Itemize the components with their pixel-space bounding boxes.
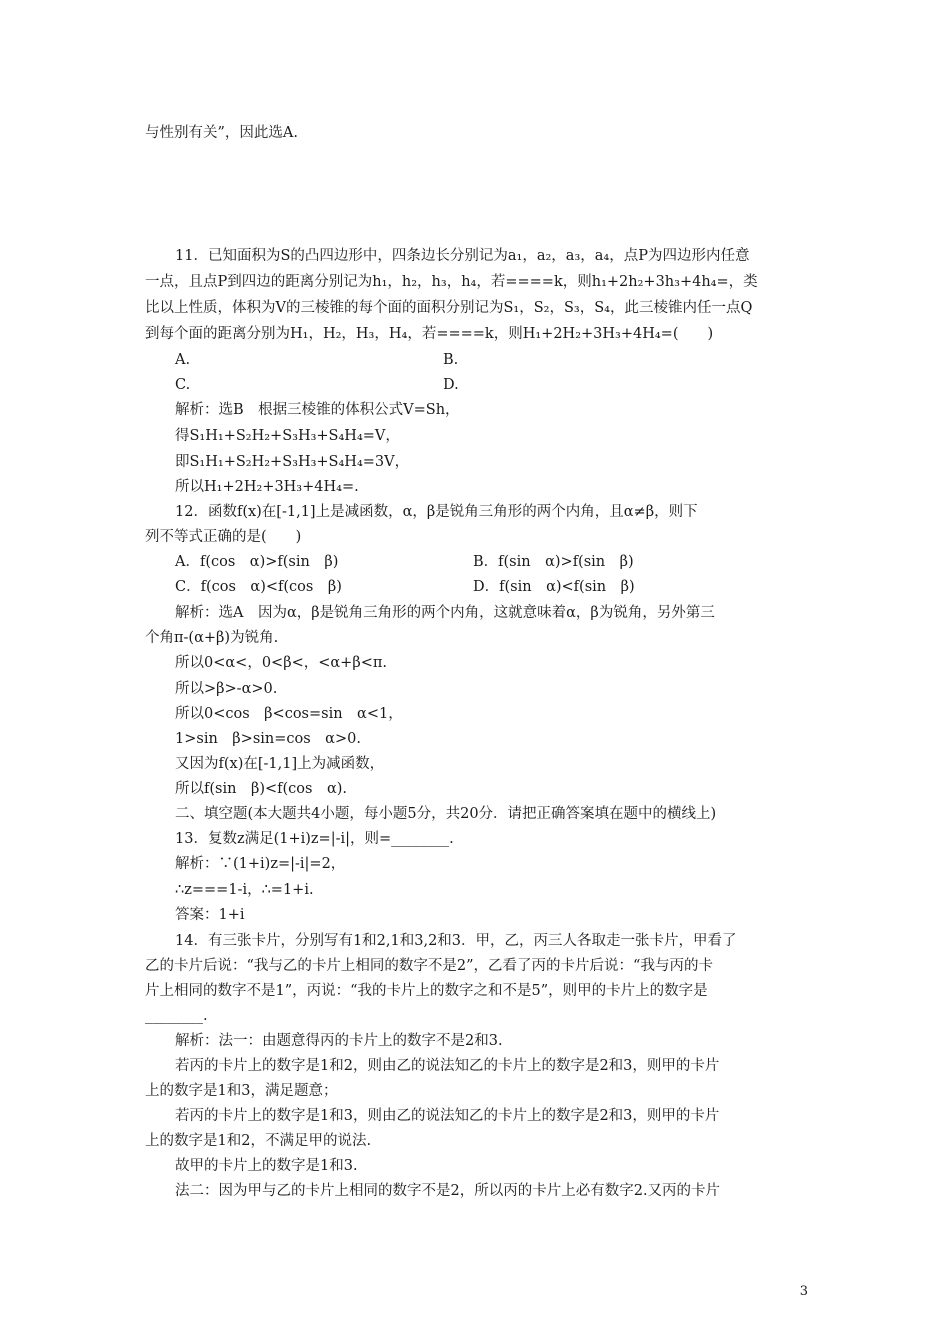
q14-solution-6: 故甲的卡片上的数字是1和3. xyxy=(175,1158,358,1174)
intro-line: 与性别有关”，因此选A. xyxy=(145,125,298,141)
q11-line-4: 到每个面的距离分别为H₁，H₂，H₃，H₄，若====k，则H₁+2H₂+3H₃+4H₄=( ) xyxy=(145,326,714,342)
q13-line-2: 解析：∵(1+i)z=|-i|=2， xyxy=(175,856,346,872)
q12-solution-4: 所以>β>-α>0. xyxy=(175,681,278,697)
q11-solution-1: 解析：选B 根据三棱锥的体积公式V=Sh， xyxy=(175,402,460,418)
q14-solution-5: 上的数字是1和2，不满足甲的说法. xyxy=(145,1133,372,1149)
q14-solution-3: 上的数字是1和3，满足题意； xyxy=(145,1083,338,1099)
q13-answer: 答案：1+i xyxy=(175,907,245,923)
q11-line-1: 11．已知面积为S的凸四边形中，四条边长分别记为a₁，a₂，a₃，a₄，点P为四边形内任意 xyxy=(175,248,750,264)
q11-line-3: 比以上性质，体积为V的三棱锥的每个面的面积分别记为S₁，S₂，S₃，S₄，此三棱锥内任一点Q xyxy=(145,300,753,316)
q13-line-1: 13．复数z满足(1+i)z=|-i|，则=________. xyxy=(175,831,454,847)
q11-option-b: B. xyxy=(443,352,459,368)
q14-solution-7: 法二：因为甲与乙的卡片上相同的数字不是2，所以丙的卡片上必有数字2.又丙的卡片 xyxy=(175,1183,721,1199)
q12-solution-8: 所以f(sin β)<f(cos α). xyxy=(175,781,348,797)
q12-option-d: D．f(sin α)<f(sin β) xyxy=(473,579,635,595)
q12-line-2: 列不等式正确的是( ) xyxy=(145,529,302,545)
q13-line-3: ∴z===1-i，∴=1+i. xyxy=(175,882,314,898)
q11-solution-2: 得S₁H₁+S₂H₂+S₃H₃+S₄H₄=V， xyxy=(175,428,400,444)
q12-solution-1: 解析：选A 因为α，β是锐角三角形的两个内角，这就意味着α，β为锐角，另外第三 xyxy=(175,605,715,621)
q14-solution-4: 若丙的卡片上的数字是1和3，则由乙的说法知乙的卡片上的数字是2和3，则甲的卡片 xyxy=(175,1108,720,1124)
q14-solution-2: 若丙的卡片上的数字是1和2，则由乙的说法知乙的卡片上的数字是2和3，则甲的卡片 xyxy=(175,1058,720,1074)
q11-line-2: 一点，且点P到四边的距离分别记为h₁，h₂，h₃，h₄，若====k，则h₁+2h₂+3h₃+4h₄=，类 xyxy=(145,274,758,290)
q14-line-1: 14．有三张卡片，分别写有1和2,1和3,2和3．甲，乙，丙三人各取走一张卡片，甲看了 xyxy=(175,933,737,949)
q11-option-d: D. xyxy=(443,377,459,393)
q12-solution-5: 所以0<cos β<cos=sin α<1， xyxy=(175,706,403,722)
section-heading: 二、填空题(本大题共4小题，每小题5分，共20分．请把正确答案填在题中的横线上) xyxy=(175,806,717,822)
q11-option-a: A. xyxy=(175,352,191,368)
q12-solution-6: 1>sin β>sin=cos α>0. xyxy=(175,731,361,747)
q12-option-b: B．f(sin α)>f(sin β) xyxy=(473,554,634,570)
q14-line-2: 乙的卡片后说：“我与乙的卡片上相同的数字不是2”，乙看了丙的卡片后说：“我与丙的卡 xyxy=(145,958,713,974)
q14-line-3: 片上相同的数字不是1”，丙说：“我的卡片上的数字之和不是5”，则甲的卡片上的数字是 xyxy=(145,983,708,999)
q12-option-a: A．f(cos α)>f(sin β) xyxy=(175,554,339,570)
q11-solution-3: 即S₁H₁+S₂H₂+S₃H₃+S₄H₄=3V， xyxy=(175,454,410,470)
q14-line-4: ________. xyxy=(145,1008,208,1024)
q12-option-c: C．f(cos α)<f(cos β) xyxy=(175,579,342,595)
q11-solution-4: 所以H₁+2H₂+3H₃+4H₄=. xyxy=(175,479,359,495)
q12-line-1: 12．函数f(x)在[-1,1]上是减函数，α，β是锐角三角形的两个内角，且α≠β，则下 xyxy=(175,504,698,520)
page-number: 3 xyxy=(799,1284,808,1299)
q12-solution-7: 又因为f(x)在[-1,1]上为减函数， xyxy=(175,756,385,772)
q11-option-c: C. xyxy=(175,377,191,393)
q14-solution-1: 解析：法一：由题意得丙的卡片上的数字不是2和3. xyxy=(175,1033,503,1049)
q12-solution-3: 所以0<α<，0<β<，<α+β<π. xyxy=(175,655,387,671)
q12-solution-2: 个角π-(α+β)为锐角. xyxy=(145,630,279,646)
